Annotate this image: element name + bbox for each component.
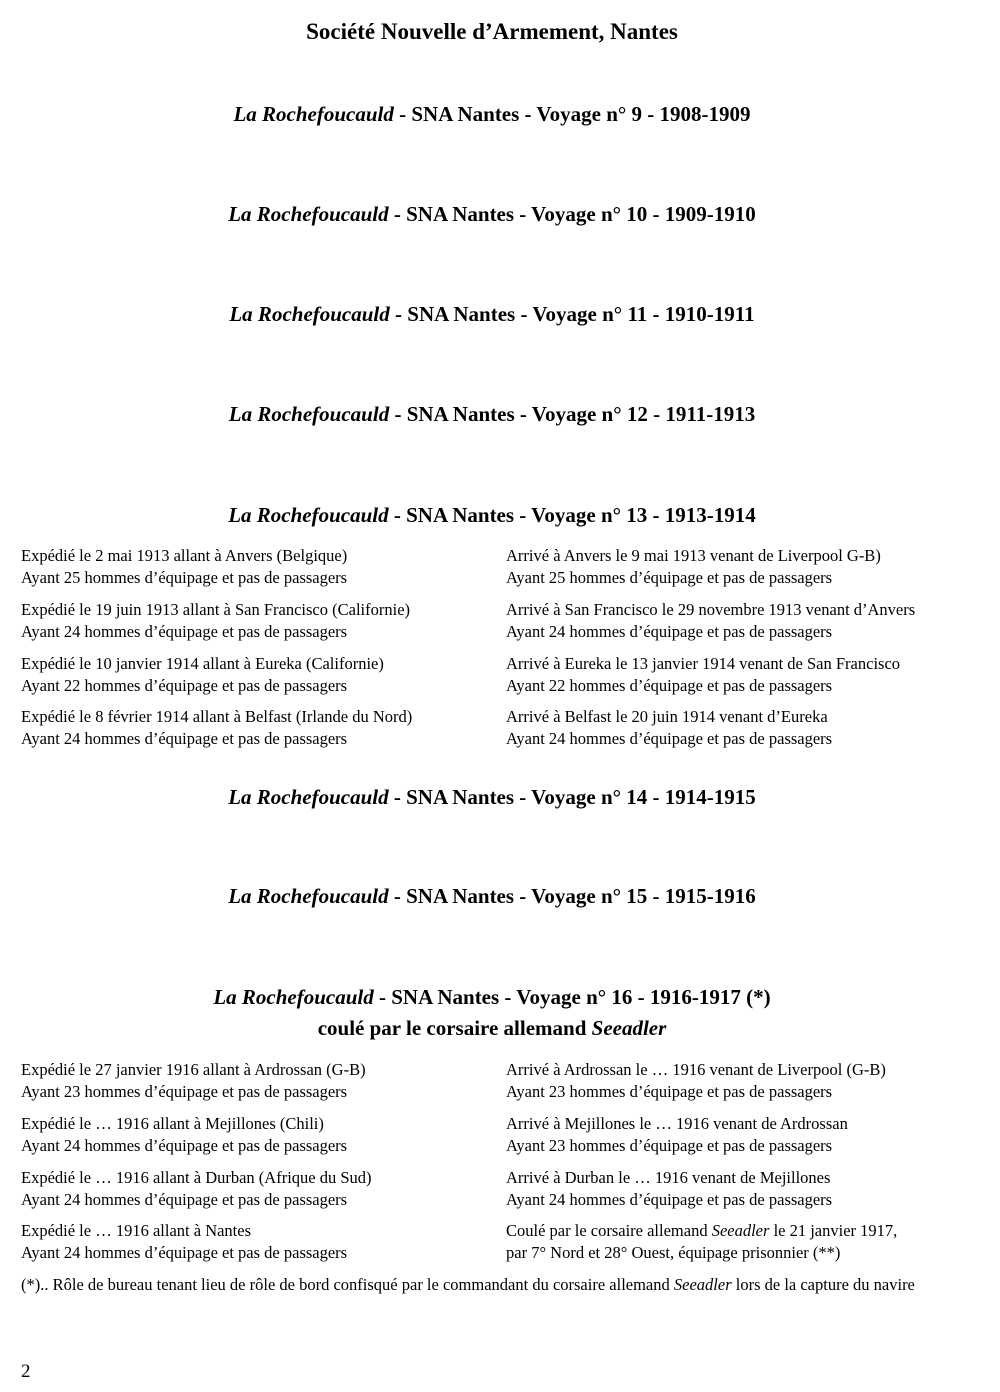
departure-entry xyxy=(21,1113,347,1156)
voyage-heading xyxy=(0,300,984,328)
sinking-date: le 21 janvier 1917, xyxy=(769,1221,898,1240)
raider-name: Seeadler xyxy=(591,1016,667,1040)
ship-name: La Rochefoucauld xyxy=(213,985,374,1009)
crew-line: Ayant 24 hommes d’équipage et pas de passagers xyxy=(21,728,348,748)
voyage-heading xyxy=(0,983,984,1011)
arrival-line: Arrivé à Mejillones le … 1916 venant de Ardrossan xyxy=(506,1114,848,1133)
crew-line: Ayant 24 hommes d’équipage et pas de passagers xyxy=(21,1189,348,1209)
ship-name: La Rochefoucauld xyxy=(228,402,390,426)
voyage-heading xyxy=(0,783,984,811)
departure-entry xyxy=(21,1059,366,1102)
raider-name: Seeadler xyxy=(711,1221,770,1240)
arrival-line: Arrivé à San Francisco le 29 novembre 1913 venant d’Anvers xyxy=(506,600,916,619)
crew-line: Ayant 22 hommes d’équipage et pas de passagers xyxy=(21,675,348,695)
crew-line: Ayant 25 hommes d’équipage et pas de passagers xyxy=(21,567,348,587)
arrival-entry xyxy=(506,653,900,696)
subtitle-text: coulé par le corsaire allemand xyxy=(317,1016,592,1040)
departure-line: Expédié le 10 janvier 1914 allant à Eureka (Californie) xyxy=(21,654,384,673)
voyage-details: - SNA Nantes - Voyage n° 10 - 1909-1910 xyxy=(388,202,756,226)
voyage-subtitle xyxy=(0,1014,984,1042)
departure-entry xyxy=(21,1220,347,1263)
arrival-line: Arrivé à Ardrossan le … 1916 venant de Liverpool (G-B) xyxy=(506,1060,886,1079)
ship-name: La Rochefoucauld xyxy=(233,102,394,126)
crew-line: Ayant 24 hommes d’équipage et pas de passagers xyxy=(506,1189,833,1209)
departure-line: Expédié le 27 janvier 1916 allant à Ardrossan (G-B) xyxy=(21,1060,366,1079)
footnote-text: (*).. Rôle de bureau tenant lieu de rôle de bord confisqué par le commandant du corsaire allemand xyxy=(21,1275,674,1294)
arrival-line: Arrivé à Belfast le 20 juin 1914 venant d’Eureka xyxy=(506,707,828,726)
ship-name: La Rochefoucauld xyxy=(229,302,390,326)
departure-line: Expédié le … 1916 allant à Mejillones (Chili) xyxy=(21,1114,324,1133)
voyage-details: - SNA Nantes - Voyage n° 12 - 1911-1913 xyxy=(389,402,756,426)
arrival-line: Arrivé à Eureka le 13 janvier 1914 venant de San Francisco xyxy=(506,654,901,673)
ship-name: La Rochefoucauld xyxy=(228,884,389,908)
voyage-heading xyxy=(0,400,984,428)
ship-name: La Rochefoucauld xyxy=(228,785,389,809)
departure-line: Expédié le … 1916 allant à Durban (Afrique du Sud) xyxy=(21,1168,372,1187)
voyage-details: - SNA Nantes - Voyage n° 11 - 1910-1911 xyxy=(389,302,755,326)
voyage-details: - SNA Nantes - Voyage n° 15 - 1915-1916 xyxy=(388,884,756,908)
crew-line: Ayant 24 hommes d’équipage et pas de passagers xyxy=(506,728,833,748)
crew-line: Ayant 23 hommes d’équipage et pas de passagers xyxy=(506,1081,833,1101)
voyage-details: - SNA Nantes - Voyage n° 16 - 1916-1917 (*) xyxy=(373,985,771,1009)
departure-entry xyxy=(21,653,384,696)
arrival-line: Arrivé à Durban le … 1916 venant de Mejillones xyxy=(506,1168,831,1187)
arrival-line: Arrivé à Anvers le 9 mai 1913 venant de Liverpool G-B) xyxy=(506,546,881,565)
departure-entry xyxy=(21,599,410,642)
voyage-heading xyxy=(0,100,984,128)
sinking-line xyxy=(506,1220,897,1242)
footnote-text-end: lors de la capture du navire xyxy=(731,1275,915,1294)
crew-line: Ayant 24 hommes d’équipage et pas de passagers xyxy=(506,621,833,641)
arrival-entry xyxy=(506,706,832,749)
arrival-entry xyxy=(506,599,915,642)
arrival-entry xyxy=(506,545,881,588)
departure-entry xyxy=(21,545,347,588)
ship-name: La Rochefoucauld xyxy=(228,503,389,527)
voyage-details: - SNA Nantes - Voyage n° 13 - 1913-1914 xyxy=(388,503,756,527)
page-number: 2 xyxy=(21,1361,31,1382)
departure-line: Expédié le 19 juin 1913 allant à San Francisco (Californie) xyxy=(21,600,411,619)
voyage-details: - SNA Nantes - Voyage n° 9 - 1908-1909 xyxy=(393,102,751,126)
departure-entry xyxy=(21,1167,372,1210)
sinking-text: Coulé par le corsaire allemand xyxy=(506,1221,712,1240)
crew-line: Ayant 24 hommes d’équipage et pas de passagers xyxy=(21,1242,348,1262)
departure-line: Expédié le 2 mai 1913 allant à Anvers (Belgique) xyxy=(21,546,348,565)
crew-line: Ayant 24 hommes d’équipage et pas de passagers xyxy=(21,1135,348,1155)
crew-line: Ayant 25 hommes d’équipage et pas de passagers xyxy=(506,567,833,587)
arrival-entry xyxy=(506,1059,886,1102)
crew-line: Ayant 23 hommes d’équipage et pas de passagers xyxy=(21,1081,348,1101)
departure-line: Expédié le … 1916 allant à Nantes xyxy=(21,1221,252,1240)
departure-entry xyxy=(21,706,412,749)
footnote xyxy=(21,1274,976,1296)
crew-line: Ayant 22 hommes d’équipage et pas de passagers xyxy=(506,675,833,695)
sinking-entry xyxy=(506,1220,897,1263)
voyage-heading xyxy=(0,882,984,910)
arrival-entry xyxy=(506,1113,848,1156)
voyage-heading xyxy=(0,200,984,228)
crew-line: Ayant 23 hommes d’équipage et pas de passagers xyxy=(506,1135,833,1155)
page-title: Société Nouvelle d’Armement, Nantes xyxy=(306,19,678,44)
voyage-heading xyxy=(0,501,984,529)
crew-line: Ayant 24 hommes d’équipage et pas de passagers xyxy=(21,621,348,641)
ship-name: La Rochefoucauld xyxy=(228,202,389,226)
raider-name: Seeadler xyxy=(673,1275,732,1294)
voyage-details: - SNA Nantes - Voyage n° 14 - 1914-1915 xyxy=(388,785,756,809)
departure-line: Expédié le 8 février 1914 allant à Belfast (Irlande du Nord) xyxy=(21,707,413,726)
arrival-entry xyxy=(506,1167,832,1210)
sinking-position-line: par 7° Nord et 28° Ouest, équipage prisonnier (**) xyxy=(506,1242,841,1262)
